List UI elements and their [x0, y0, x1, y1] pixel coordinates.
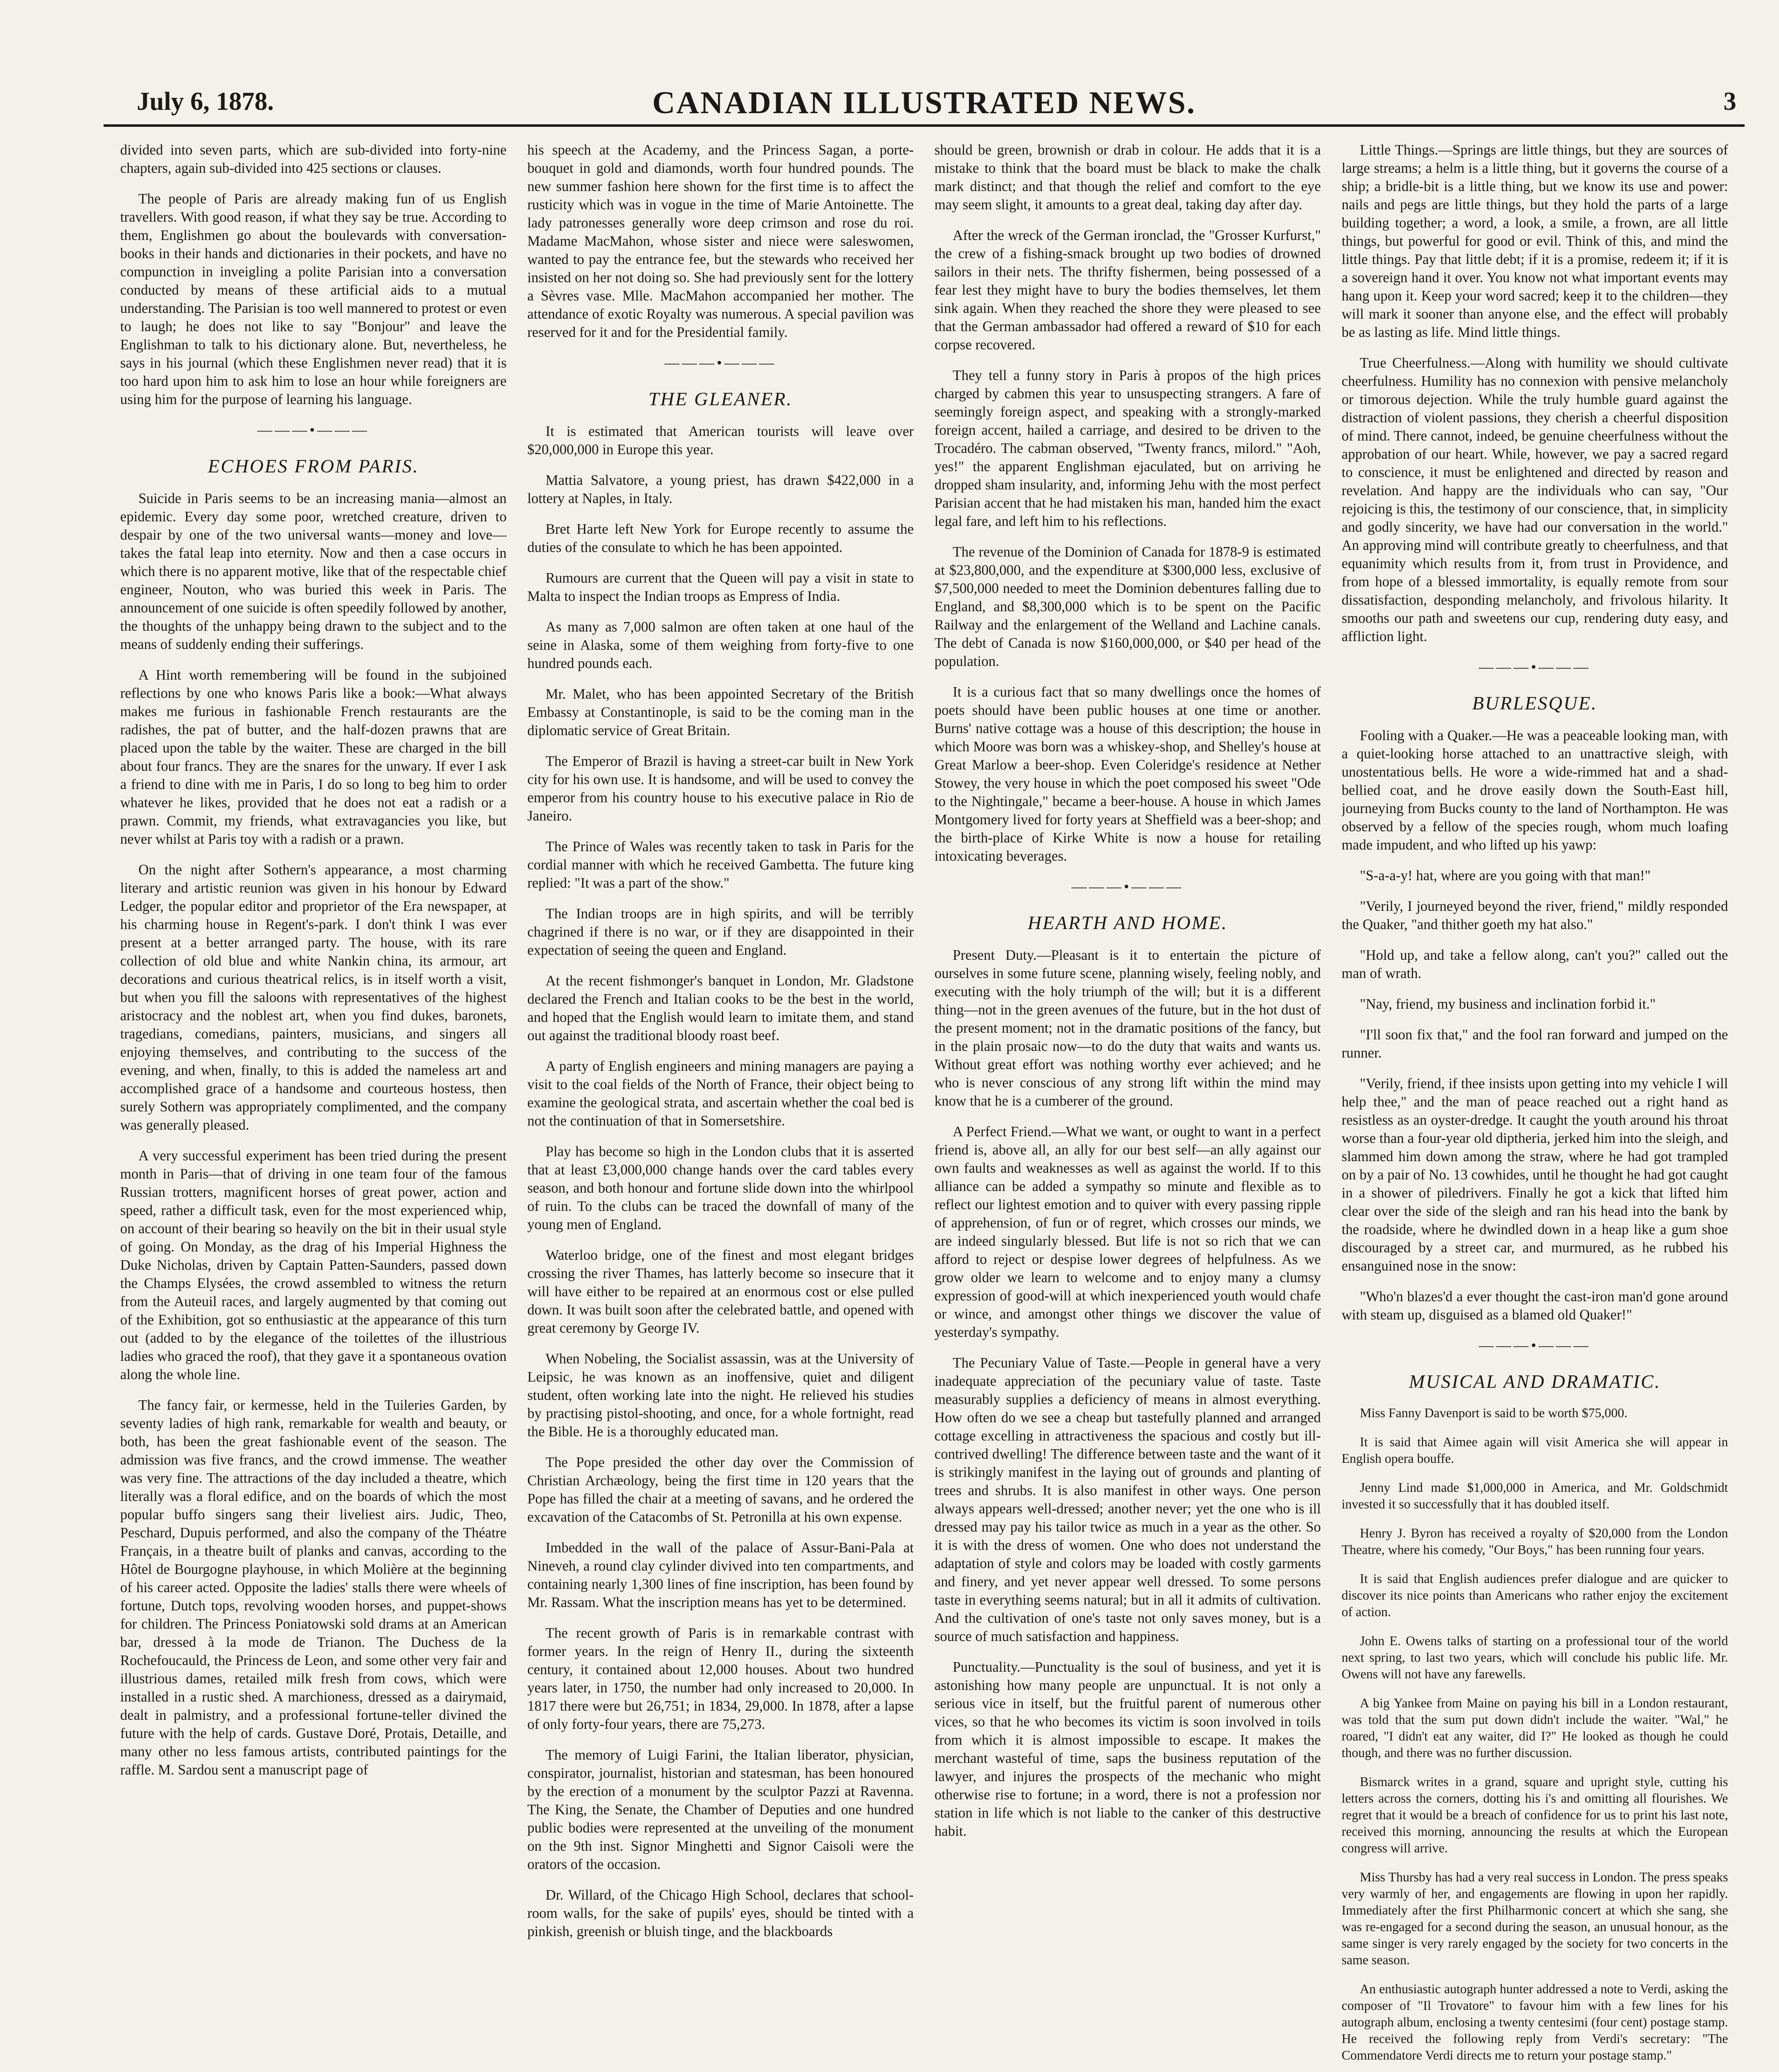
article-paragraph: It is estimated that American tourists will leave over $20,000,000 in Europe this year.: [527, 424, 914, 457]
article-paragraph: A very successful experiment has been tried during the present month in Paris—that of driving in one team four of the famous Russian trotters, magnificent horses of great power, action and speed, rather a difficult task, even for the most experienced whip, on account of their bearing so heavily on the bit in their usual style of going. On Monday, as the drag of his Imperial Highness the Duke Nicholas, driven by Captain Patten-Saunders, passed down the Champs Elysées, the crowd assembled to witness the return from the Auteuil races, and largely augmented by that coming out of the Exhibition, got so enthusiastic at the appearance of this turn out (added to by the elegance of the toilettes of the illustrious ladies who graced the roof), that they gave it a spontaneous ovation along the whole line.: [120, 1148, 507, 1382]
article-paragraph: Play has become so high in the London clubs that it is asserted that at least £3,000,000 change hands over the card tables every season, and both honour and fortune slide down into the whirlpool of ruin. To the clubs can be traced the downfall of many of the young men of England.: [527, 1144, 914, 1232]
section-heading: MUSICAL AND DRAMATIC.: [1409, 1371, 1661, 1392]
column-1: [120, 141, 507, 2072]
article-paragraph: Miss Fanny Davenport is said to be worth $75,000.: [1360, 1406, 1628, 1420]
article-paragraph: Present Duty.—Pleasant is it to entertain the picture of ourselves in some future scene, planning wisely, feeling nobly, and executing with the holy triumph of the will; but it is a different thing—not in the green avenues of the future, but in the hot dust of the present moment; not in the dramatic positions of the fancy, but in the plain prosaic now—to do the duty that waits and wants us. Without great effort was nothing worthy ever achieved; and he who is never conscious of any strong lift within the mind may know that he is a cumberer of the ground.: [934, 947, 1321, 1109]
article-paragraph: As many as 7,000 salmon are often taken at one haul of the seine in Alaska, some of them weighing from forty-five to one hundred pounds each.: [527, 619, 914, 671]
article-paragraph: The Indian troops are in high spirits, and will be terribly chagrined if there is no war, or if they are disappointed in their expectation of seeing the queen and England.: [527, 906, 914, 958]
article-paragraph: The fancy fair, or kermesse, held in the Tuileries Garden, by seventy ladies of high rank, remarkable for wealth and beauty, or both, has been the great fashionable event of the season. The admission was five francs, and the crowd immense. The weather was very fine. The attractions of the day included a theatre, which literally was a floral edifice, and on the boards of which the most popular buffo singers sang their liveliest airs. Judic, Theo, Peschard, Dupuis performed, and also the company of the Théatre Français, in a theatre built of planks and canvas, according to the Hôtel de Bourgogne playhouse, in which Molière at the beginning of his career acted. Opposite the ladies' stalls there were wheels of fortune, Dutch tops, revolving wooden horses, and puppet-shows for children. The Princess Poniatowski sold drams at an American bar, dressed à la mode de Trianon. The Duchess de la Rochefoucauld, the Princess de Leon, and some other very fair and illustrious dames, retailed milk fresh from cows, which were installed in a rustic shed. A marchioness, dressed as a dairymaid, dealt in palmistry, and a professional fortune-teller divined the future with the help of cards. Gustave Doré, Protais, Detaille, and many other no less famous artists, contributed paintings for the raffle. M. Sardou sent a manuscript page of: [120, 1397, 507, 1778]
article-paragraph: The Pecuniary Value of Taste.—People in general have a very inadequate appreciation of the pecuniary value of taste. Taste measurably supplies a deficiency of means in almost everything. How often do we see a cheap but tastefully planned and arranged cottage excelling in attractiveness the spacious and costly but ill-contrived dwelling! The difference between taste and the want of it is strikingly manifest in the laying out of grounds and planting of trees and shrubs. It is also manifest in other ways. One person always appears well-dressed; another never; yet the one who is ill dressed may pay his tailor twice as much in a year as the other. So it is with the dress of women. One who does not understand the adaptation of style and colors may be loaded with costly garments and finery, and yet never appear well dressed. To some persons taste in everything seems natural; but in all it admits of cultivation. And the cultivation of one's taste not only saves money, but is a source of much satisfaction and happiness.: [934, 1355, 1321, 1644]
article-paragraph: Mr. Malet, who has been appointed Secretary of the British Embassy at Constantinople, is said to be the coming man in the diplomatic service of Great Britain.: [527, 686, 914, 738]
article-paragraph: After the wreck of the German ironclad, the "Grosser Kurfurst," the crew of a fishing-smack brought up two bodies of drowned sailors in their nets. The thrifty fishermen, being possessed of a fear lest they might have to bury the bodies themselves, let them sink again. When they reached the shore they were pleased to see that the German ambassador had offered a reward of $10 for each corpse recovered.: [934, 228, 1321, 353]
article-paragraph: Suicide in Paris seems to be an increasing mania—almost an epidemic. Every day some poor, wretched creature, driven to despair by one of the two universal wants—money and love—takes the fatal leap into eternity. Now and then a case occurs in which there is no apparent motive, like that of the respectable chief engineer, Nouton, who was buried this week in Paris. The announcement of one suicide is often speedily followed by another, the thoughts of the unhappy being drawn to the subject and to the means of suddenly ending their sufferings.: [120, 491, 507, 652]
article-paragraph: When Nobeling, the Socialist assassin, was at the University of Leipsic, he was known as an inoffensive, quiet and diligent student, often working late into the night. He relieved his studies by practising pistol-shooting, and once, for a whole fortnight, read the Bible. He is a thoroughly educated man.: [527, 1351, 914, 1440]
article-paragraph: "S-a-a-y! hat, where are you going with that man!": [1360, 868, 1651, 884]
section-ornament: ———•———: [1071, 878, 1184, 895]
section-ornament: ———•———: [257, 421, 370, 438]
article-paragraph: At the recent fishmonger's banquet in London, Mr. Gladstone declared the French and Italian cooks to be the best in the world, and hoped that the English would learn to imitate them, and stand out against the traditional bloody roast beef.: [527, 973, 914, 1043]
newspaper-page: [104, 62, 1745, 2072]
article-paragraph: Dr. Willard, of the Chicago High School, declares that school-room walls, for the sake of pupils' eyes, should be tinted with a pinkish, greenish or bluish tinge, and the blackboards: [527, 1887, 914, 1939]
article-paragraph: John E. Owens talks of starting on a professional tour of the world next spring, to last two years, which will conclude his public life. Mr. Owens will not have any farewells.: [1341, 1634, 1728, 1681]
article-paragraph: A party of English engineers and mining managers are paying a visit to the coal fields of the North of France, their object being to examine the geological strata, and ascertain whether the coal bed is not the continuation of that in Somersetshire.: [527, 1058, 914, 1129]
article-paragraph: Fooling with a Quaker.—He was a peaceable looking man, with a quiet-looking horse attached to an unattractive sleigh, with unostentatious bells. He wore a wide-rimmed hat and a shad-bellied coat, and he drove easily down the South-East hill, journeying from Bucks county to the land of Northampton. He was observed by a fellow of the species rough, whom much loafing made impudent, and who lifted up his yawp:: [1341, 728, 1728, 853]
section-ornament: ———•———: [664, 354, 777, 371]
article-paragraph: Waterloo bridge, one of the finest and most elegant bridges crossing the river Thames, has latterly become so insecure that it will have either to be repaired at an enormous cost or else pulled down. It was built soon after the celebrated battle, and opened with great ceremony by George IV.: [527, 1247, 914, 1336]
article-paragraph: They tell a funny story in Paris à propos of the high prices charged by cabmen this year to unsuspecting strangers. A fare of seemingly foreign aspect, and speaking with a strongly-marked foreign accent, hailed a carriage, and desired to be driven to the Trocadéro. The cabman observed, "Twenty francs, milord." "Aoh, yes!" the apparent Englishman ejaculated, but on arriving he dropped sham insularity, and, informing Jehu with the most perfect Parisian accent that he had mistaken his man, handed him the exact legal fare, and left him to his reflections.: [934, 368, 1321, 529]
page-number: 3: [1723, 87, 1736, 116]
section-ornament: ———•———: [1479, 658, 1591, 675]
article-paragraph: On the night after Sothern's appearance, a most charming literary and artistic reunion was given in his honour by Edward Ledger, the popular editor and proprietor of the Era newspaper, at his charming house in Regent's-park. I don't think I was ever present at a better arranged party. The house, with its rare collection of old blue and white Nankin china, its armour, art decorations and curious theatrical relics, is in itself worth a visit, but when you fill the saloons with representatives of the highest aristocracy and the noblest art, when you find dukes, baronets, tragedians, comedians, painters, musicians, and singers all enjoying themselves, and contributing to the success of the evening, and when, finally, to this is added the nameless art and accomplished grace of a handsome and courteous hostess, then surely Sothern was appropriately complimented, and the company was generally pleased.: [120, 862, 507, 1133]
article-paragraph: The people of Paris are already making fun of us English travellers. With good reason, if what they say be true. According to them, Englishmen go about the boulevards with conversation-books in their hands and dictionaries in their pockets, and have no compunction in inveigling a polite Parisian into a conversation conducted by means of these artificial aids to a mutual understanding. The Parisian is too well mannered to protest or even to laugh; he does not like to say "Bonjour" and leave the Englishman to talk to his dictionary alone. But, nevertheless, he says in his journal (which these Englishmen never read) that it is too hard upon him to ask him to lose an hour while foreigners are using him for the purpose of learning his language.: [120, 191, 507, 407]
article-paragraph: Rumours are current that the Queen will pay a visit in state to Malta to inspect the Indian troops as Empress of India.: [527, 570, 914, 604]
article-paragraph: "Verily, I journeyed beyond the river, friend," mildly responded the Quaker, "and thither goeth my hat also.": [1341, 898, 1728, 932]
article-paragraph: True Cheerfulness.—Along with humility we should cultivate cheerfulness. Humility has no connexion with pensive melancholy or timorous dejection. While the truly humble guard against the distraction of violent passions, they cherish a cheerful disposition of mind. There cannot, indeed, be genuine cheerfulness without the approbation of our heart. While, however, we pay a sacred regard to conscience, it must be enlightened and directed by reason and revelation. And happy are the individuals who can say, "Our rejoicing is this, the testimony of our conscience, that, in simplicity and godly sincerity, we have had our conversation in the world." An approving mind will contribute greatly to cheerfulness, and that equanimity which results from it, from trust in Providence, and from hope of a blessed immortality, is equally remote from sour dissatisfaction, desponding melancholy, and frivolous hilarity. It smooths our path and sweetens our cup, rendering duty easy, and affliction light.: [1341, 355, 1728, 644]
article-paragraph: Imbedded in the wall of the palace of Assur-Bani-Pala at Nineveh, a round clay cylinder divived into ten compartments, and containing nearly 1,300 lines of fine inscription, has been found by Mr. Rassam. What the inscription means has yet to be determined.: [527, 1540, 914, 1610]
newspaper-title: CANADIAN ILLUSTRATED NEWS.: [652, 85, 1196, 120]
column-4: [1342, 141, 1728, 2072]
article-paragraph: Mattia Salvatore, a young priest, has drawn $422,000 in a lottery at Naples, in Italy.: [527, 472, 914, 506]
article-paragraph: A big Yankee from Maine on paying his bill in a London restaurant, was told that the sum put down didn't include the waiter. "Wal," he roared, "I didn't eat any waiter, did I?" He looked as though he could though, and there was no further discussion.: [1341, 1696, 1728, 1760]
article-paragraph: should be green, brownish or drab in colour. He adds that it is a mistake to think that the board must be black to make the chalk mark distinct; and that though the relief and comfort to the eye may seem slight, it amounts to a great deal, taking day after day.: [934, 142, 1321, 213]
issue-date: July 6, 1878.: [137, 87, 274, 116]
article-paragraph: A Perfect Friend.—What we want, or ought to want in a perfect friend is, above all, an ally for our best self—an ally against our own faults and weaknesses as well as against the world. If to this alliance can be added a sympathy so minute and flexible as to reflect our lightest emotion and to quiver with every passing ripple of apprehension, of fun or of regret, which crosses our minds, we are indeed singularly blessed. But life is not so rich that we can afford to reject or despise lower degrees of helpfulness. As we grow older we learn to welcome and to enjoy many a clumsy expression of good-will at which inexperienced youth would chafe or wince, and amongst other things we discover the value of yesterday's sympathy.: [934, 1124, 1321, 1340]
column-3: [934, 141, 1321, 2072]
section-heading: BURLESQUE.: [1472, 692, 1597, 714]
article-paragraph: Little Things.—Springs are little things, but they are sources of large streams; a helm is a little thing, but it governs the course of a ship; a bridle-bit is a little thing, but we know its use and power: nails and pegs are little things, but they hold the parts of a large building together; a word, a look, a smile, a frown, are all little things, but powerful for good or evil. Think of this, and mind the little things. Pay that little debt; if it is a promise, redeem it; if it is a sovereign hand it over. You know not what important events may hang upon it. Keep your word sacred; keep it to the children—they will mark it sooner than anyone else, and the effect will probably be as lasting as life. Mind little things.: [1341, 142, 1728, 340]
columns: [120, 141, 1728, 2072]
article-paragraph: Bret Harte left New York for Europe recently to assume the duties of the consulate to which he has been appointed.: [527, 521, 914, 555]
article-paragraph: The Pope presided the other day over the Commission of Christian Archæology, being the first time in 120 years that the Pope has filled the chair at a meeting of savans, and he ordered the excavation of the Catacombs of St. Petronilla at his own expense.: [527, 1455, 914, 1525]
article-paragraph: The recent growth of Paris is in remarkable contrast with former years. In the reign of Henry II., during the sixteenth century, it contained about 12,000 houses. About two hundred years later, in 1750, the number had only increased to 20,000. In 1817 there were but 26,751; in 1834, 29,000. In 1878, after a lapse of only forty-four years, there are 75,273.: [527, 1625, 914, 1732]
article-paragraph: It is a curious fact that so many dwellings once the homes of poets should have been public houses at one time or another. Burns' native cottage was a house of this description; the house in which Moore was born was a whiskey-shop, and Shelley's house at Great Marlow a beer-shop. Even Coleridge's residence at Nether Stowey, the very house in which the poet composed his sweet "Ode to the Nightingale," became a beer-house. A house in which James Montgomery lived for forty years at Sheffield was a beer-shop; and the birth-place of Kirke White is now a house for retailing intoxicating beverages.: [934, 684, 1321, 864]
section-heading: HEARTH AND HOME.: [1027, 912, 1228, 933]
article-paragraph: The Prince of Wales was recently taken to task in Paris for the cordial manner with which he received Gambetta. The future king replied: "It was a part of the show.": [527, 839, 914, 891]
article-paragraph: The Emperor of Brazil is having a street-car built in New York city for his own use. It is handsome, and will be used to convey the emperor from his country house to his executive palace in Rio de Janeiro.: [527, 753, 914, 824]
article-paragraph: "Who'n blazes'd a ever thought the cast-iron man'd gone around with steam up, disguised as a blamed old Quaker!": [1341, 1289, 1728, 1323]
article-paragraph: Miss Thursby has had a very real success in London. The press speaks very warmly of her, and engagements are flowing in upon her rapidly. Immediately after the first Philharmonic concert at which she sang, she was re-engaged for a second during the season, an unusual honour, as the same singer is very rarely engaged by the society for two concerts in the same season.: [1341, 1870, 1728, 1967]
article-paragraph: "I'll soon fix that," and the fool ran forward and jumped on the runner.: [1341, 1027, 1728, 1061]
article-paragraph: It is said that Aimee again will visit America she will appear in English opera bouffe.: [1341, 1435, 1728, 1466]
article-paragraph: Punctuality.—Punctuality is the soul of business, and yet it is astonishing how many people are unpunctual. It is not only a serious vice in itself, but the fruitful parent of numerous other vices, so that he who becomes its victim is soon involved in toils from which it is almost impossible to escape. It makes the merchant wasteful of time, saps the business reputation of the lawyer, and injures the prospects of the mechanic who might otherwise rise to fortune; in a word, there is not a profession nor station in life which is not liable to the canker of this destructive habit.: [934, 1659, 1321, 1839]
article-paragraph: Henry J. Byron has received a royalty of $20,000 from the London Theatre, where his comedy, "Our Boys," has been running four years.: [1341, 1526, 1728, 1557]
article-paragraph: his speech at the Academy, and the Princess Sagan, a porte-bouquet in gold and diamonds, worth four hundred pounds. The new summer fashion here shown for the first time is to affect the rusticity which was in vogue in the time of Marie Antoinette. The lady patronesses generally wore deep crimson and rose du roi. Madame MacMahon, whose sister and niece were saleswomen, wanted to pay the entrance fee, but the stewards who received her insisted on her not doing so. She had previously sent for the lottery a Sèvres vase. Mlle. MacMahon accompanied her mother. The attendance of exotic Royalty was numerous. A special pavilion was reserved for it and for the Presidential family.: [527, 142, 914, 340]
article-paragraph: Jenny Lind made $1,000,000 in America, and Mr. Goldschmidt invested it so successfully that it has doubled itself.: [1341, 1480, 1728, 1511]
article-paragraph: "Nay, friend, my business and inclination forbid it.": [1360, 996, 1656, 1012]
article-paragraph: The memory of Luigi Farini, the Italian liberator, physician, conspirator, journalist, historian and statesman, has been honoured by the erection of a monument by the sculptor Pazzi at Ravenna. The King, the Senate, the Chamber of Deputies and one hundred public bodies were represented at the unveiling of the monument on the 9th inst. Signor Minghetti and Signor Caisoli were the orators of the occasion.: [527, 1747, 914, 1872]
column-2: [528, 141, 914, 2072]
article-paragraph: An enthusiastic autograph hunter addressed a note to Verdi, asking the composer of "Il Trovatore" to favour him with a few lines for his autograph album, enclosing a twenty centesimi (four cent) postage stamp. He received the following reply from Verdi's secretary: "The Commendatore Verdi directs me to return your postage stamp.": [1341, 1982, 1728, 2062]
section-ornament: ———•———: [1479, 1337, 1591, 1353]
article-paragraph: divided into seven parts, which are sub-divided into forty-nine chapters, again sub-divided into 425 sections or clauses.: [120, 142, 507, 176]
article-paragraph: Bismarck writes in a grand, square and upright style, cutting his letters across the corners, dotting his i's and omitting all flourishes. We regret that it would be a breach of confidence for us to print his last note, received this morning, announcing the results at which the European congress will arrive.: [1341, 1774, 1728, 1855]
article-paragraph: The revenue of the Dominion of Canada for 1878-9 is estimated at $23,800,000, and the expenditure at $300,000 less, exclusive of $7,500,000 needed to meet the Dominion debentures falling due to England, and $8,300,000 which is to be spent on the Pacific Railway and the enlargement of the Welland and Lachine canals. The debt of Canada is now $160,000,000, or $40 per head of the population.: [934, 544, 1321, 669]
article-paragraph: "Hold up, and take a fellow along, can't you?" called out the man of wrath.: [1341, 947, 1728, 981]
masthead: [104, 62, 1745, 127]
section-heading: THE GLEANER.: [648, 388, 793, 409]
article-paragraph: It is said that English audiences prefer dialogue and are quicker to discover its nice points than Americans who rather enjoy the excitement of action.: [1341, 1571, 1728, 1619]
section-heading: ECHOES FROM PARIS.: [208, 455, 419, 477]
article-paragraph: "Verily, friend, if thee insists upon getting into my vehicle I will help thee," and the man of peace reached out a right hand as resistless as an oyster-dredge. It caught the youth around his throat worse than a four-year old diptheria, jerked him into the sleigh, and slammed him down among the straw, where he had got trampled on by a pair of No. 13 cowhides, until he thought he had got caught in a shower of piledrivers. Finally he got a kick that lifted him clear over the side of the sleigh and ran his head into the bank by the roadside, where he dwindled down in a heap like a gum shoe discouraged by a street car, and murmured, as he rubbed his ensanguined nose in the snow:: [1341, 1076, 1728, 1274]
article-paragraph: A Hint worth remembering will be found in the subjoined reflections by one who knows Paris like a book:—What always makes me furious in fashionable French restaurants are the radishes, the pat of butter, and the half-dozen prawns that are placed upon the table by the waiter. These are charged in the bill about four francs. They are the snares for the unwary. If ever I ask a friend to dine with me in Paris, I do so long to beg him to order whatever he likes, provided that he does not eat a radish or a prawn. Commit, my friends, what extravagancies you like, but never whilst at Paris toy with a radish or a prawn.: [120, 667, 507, 847]
